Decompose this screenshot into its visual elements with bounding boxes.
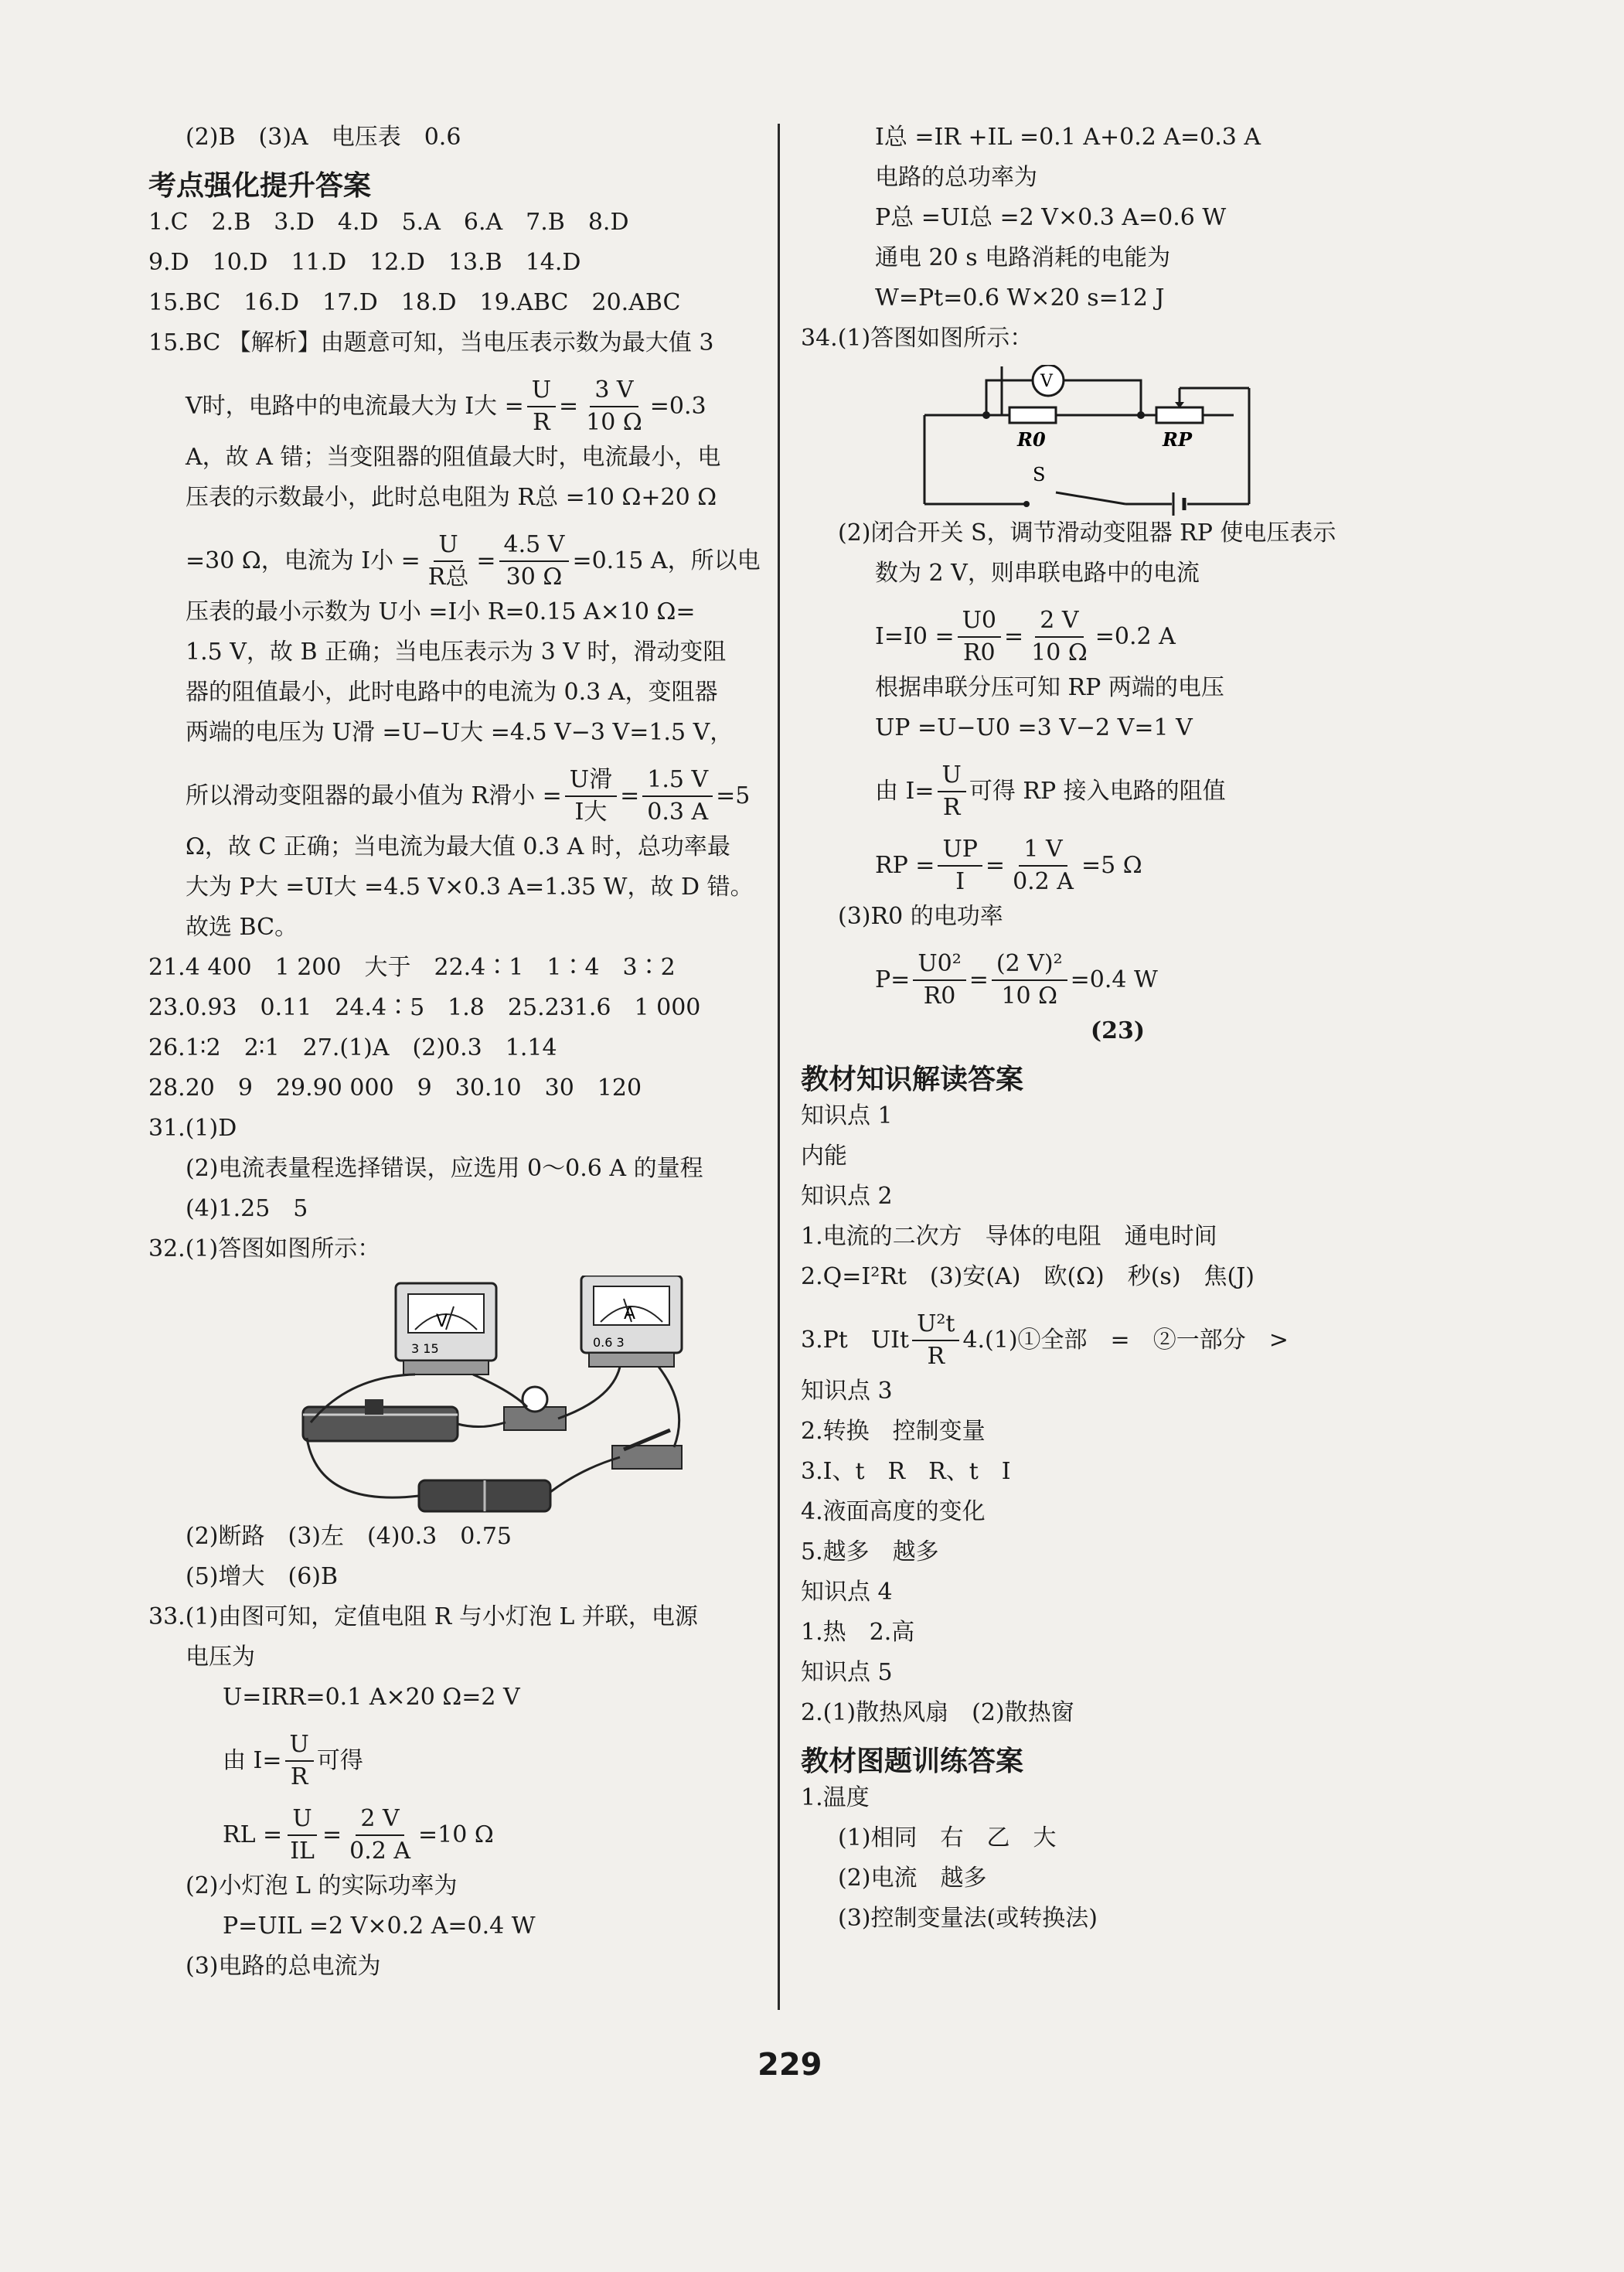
answer-line: (5)增大 (6)B xyxy=(186,1563,339,1590)
svg-text:R0: R0 xyxy=(1017,428,1046,451)
column-divider xyxy=(778,124,780,2010)
answer-line: (2)断路 (3)左 (4)0.3 0.75 xyxy=(186,1523,512,1550)
circuit-diagram xyxy=(801,365,1435,519)
answer-line: (3)电路的总电流为 xyxy=(186,1953,381,1980)
section-heading: 考点强化提升答案 xyxy=(148,170,372,202)
answer-line: 1.电流的二次方 导体的电阻 通电时间 xyxy=(801,1223,1217,1250)
answer-line: (2)电流 越多 xyxy=(838,1865,987,1892)
fraction: $\frac{U}{\text{R总}}$ xyxy=(427,531,469,591)
answer-line: 压表的最小示数为 U小 =I小 R=0.15 A×10 Ω= xyxy=(186,598,696,625)
left-column xyxy=(148,124,759,1993)
answer-line: (2)电流表量程选择错误，应选用 0～0.6 A 的量程 xyxy=(186,1155,703,1182)
knowledge-point-label: 知识点 4 xyxy=(801,1579,893,1606)
fraction: $\frac{2 V}{0.2 A}$ xyxy=(349,1805,411,1865)
battery-icon xyxy=(1173,492,1184,516)
answer-line: 3.I、t R R、t I xyxy=(801,1458,1011,1485)
formula-line: =30 Ω，电流为 I小 = $\frac{U}{\text{R总}}$ = $\frac{4.5 V}{30 \Omega}$ =0.15 A，所以电 xyxy=(148,524,759,598)
switch-icon xyxy=(1023,464,1045,507)
answer-line: 26.1∶2 2∶1 27.(1)A (2)0.3 1.14 xyxy=(148,1034,557,1061)
answer-line: 器的阻值最小，此时电路中的电流为 0.3 A，变阻器 xyxy=(186,679,718,706)
answer-line: 9.D 10.D 11.D 12.D 13.B 14.D xyxy=(148,249,581,276)
fraction: $\frac{1 V}{0.2 A}$ xyxy=(1013,836,1074,895)
answer-line: 21.4 400 1 200 大于 22.4∶1 1∶4 3∶2 xyxy=(148,954,676,981)
fraction: $\frac{4.5 V}{30 \Omega}$ xyxy=(499,530,570,593)
section-heading: 教材知识解读答案 xyxy=(801,1064,1024,1095)
resistor-r0 xyxy=(1009,407,1056,451)
fraction: $\frac{2 V}{10 \Omega}$ xyxy=(1031,607,1088,666)
formula-line: P= $\frac{\text{U0²}}{R0}$ = $\frac{\text{(2 V)²}}{10 \Omega}$ =0.4 W xyxy=(801,943,1435,1017)
answer-line: (3)R0 的电功率 xyxy=(838,903,1003,930)
answer-line: I总 =IR +IL =0.1 A+0.2 A=0.3 A xyxy=(875,124,1261,151)
answer-line: 数为 2 V，则串联电路中的电流 xyxy=(875,560,1200,587)
answer-line: P总 =UI总 =2 V×0.3 A=0.6 W xyxy=(875,204,1227,231)
answer-line: U=IRR=0.1 A×20 Ω=2 V xyxy=(223,1684,520,1711)
answer-line: (1)相同 右 乙 大 xyxy=(838,1824,1057,1851)
answer-line: (2)闭合开关 S，调节滑动变阻器 RP 使电压表示 xyxy=(838,519,1336,547)
answer-line: 故选 BC。 xyxy=(186,914,298,941)
answer-line: 大为 P大 =UI大 =4.5 V×0.3 A=1.35 W，故 D 错。 xyxy=(186,874,754,901)
answer-line: 通电 20 s 电路消耗的电能为 xyxy=(875,244,1171,271)
svg-text:V: V xyxy=(1040,372,1053,391)
fraction: $\frac{1.5 V}{0.3 A}$ xyxy=(642,765,713,828)
answer-line: W=Pt=0.6 W×20 s=12 J xyxy=(875,284,1165,312)
answer-line: (2)B (3)A 电压表 0.6 xyxy=(186,124,461,151)
answer-line: Ω，故 C 正确；当电流为最大值 0.3 A 时，总功率最 xyxy=(186,833,730,860)
answer-line: 15.BC 16.D 17.D 18.D 19.ABC 20.ABC xyxy=(148,289,681,316)
answer-line: 1.温度 xyxy=(801,1784,870,1811)
lamp-icon xyxy=(504,1387,566,1430)
fraction: $\frac{\text{U0²}}{R0}$ xyxy=(913,949,965,1012)
voltmeter-icon xyxy=(396,1283,496,1374)
answer-line: (3)控制变量法(或转换法) xyxy=(838,1905,1098,1932)
answer-line: 电路的总功率为 xyxy=(875,164,1037,191)
answer-line: 23.0.93 0.11 24.4∶5 1.8 25.231.6 1 000 xyxy=(148,994,701,1021)
answer-line: (2)小灯泡 L 的实际功率为 xyxy=(186,1872,458,1899)
answer-line: 1.C 2.B 3.D 4.D 5.A 6.A 7.B 8.D xyxy=(148,209,629,236)
knowledge-point-label: 知识点 2 xyxy=(801,1183,893,1210)
fraction: $\frac{U}{R}$ xyxy=(527,375,556,438)
answer-line: 31.(1)D xyxy=(148,1115,237,1142)
fraction: $\frac{\text{(2 V)²}}{10 \Omega}$ xyxy=(992,949,1067,1012)
circuit-wires xyxy=(924,380,1249,504)
fraction: $\frac{3 V}{10 \Omega}$ xyxy=(586,376,642,436)
answer-line: 电压为 xyxy=(186,1644,255,1671)
voltmeter-icon xyxy=(1033,365,1064,396)
answer-line: 15.BC 【解析】由题意可知，当电压表示数为最大值 3 xyxy=(148,329,714,356)
svg-text:S: S xyxy=(1033,464,1046,485)
formula-line: 由 I= $\frac{U}{R}$ 可得 RP 接入电路的阻值 xyxy=(801,754,1435,829)
section-number: (23) xyxy=(1090,1017,1146,1044)
svg-text:V: V xyxy=(436,1312,448,1331)
answer-line: 4.液面高度的变化 xyxy=(801,1498,986,1525)
formula-line: RL = $\frac{U}{IL}$ = $\frac{2 V}{0.2 A}$ =10 Ω xyxy=(148,1798,759,1872)
formula-line: I=I0 = $\frac{U0}{R0}$ = $\frac{2 V}{10 \Omega}$ =0.2 A xyxy=(801,600,1435,674)
page-number: 229 xyxy=(758,2047,822,2083)
knowledge-point-label: 知识点 1 xyxy=(801,1102,893,1129)
fraction: $\frac{U}{R}$ xyxy=(938,760,966,823)
svg-text:3 15: 3 15 xyxy=(411,1341,439,1356)
svg-text:0.6 3: 0.6 3 xyxy=(593,1335,625,1350)
fraction: $\frac{U0}{R0}$ xyxy=(958,605,1001,669)
answer-line: 两端的电压为 U滑 =U−U大 =4.5 V−3 V=1.5 V， xyxy=(186,719,734,746)
formula-line: RP = $\frac{UP}{I}$ = $\frac{1 V}{0.2 A}$ =5 Ω xyxy=(801,829,1435,903)
svg-text:A: A xyxy=(624,1304,636,1323)
fraction: $\frac{UP}{I}$ xyxy=(938,834,982,898)
answer-line: 2.转换 控制变量 xyxy=(801,1418,986,1445)
answer-line: 压表的示数最小，此时总电阻为 R总 =10 Ω+20 Ω xyxy=(186,484,717,511)
answer-line: 内能 xyxy=(801,1143,847,1170)
answer-line: 34.(1)答图如图所示： xyxy=(801,325,1033,352)
formula-line: V时，电路中的电流最大为 I大 = $\frac{U}{R}$ = $\frac{3 V}{10 \Omega}$ =0.3 xyxy=(148,370,759,444)
switch-icon xyxy=(612,1430,682,1469)
answer-line: 28.20 9 29.90 000 9 30.10 30 120 xyxy=(148,1075,642,1102)
ammeter-icon xyxy=(581,1276,682,1367)
fraction: $\frac{U}{R}$ xyxy=(285,1729,314,1793)
answer-line: A，故 A 错；当变阻器的阻值最大时，电流最小，电 xyxy=(186,444,721,471)
formula-line: 所以滑动变阻器的最小值为 R滑小 = $\frac{\text{U滑}}{\text{I大}}$ = $\frac{1.5 V}{0.3 A}$ =5 xyxy=(148,759,759,833)
answer-line: 根据串联分压可知 RP 两端的电压 xyxy=(875,674,1224,701)
answer-line: 5.越多 越多 xyxy=(801,1538,939,1565)
answer-line: 33.(1)由图可知，定值电阻 R 与小灯泡 L 并联，电源 xyxy=(148,1603,698,1630)
formula-line: 3.Pt UIt $\frac{\text{U²t}}{R}$ 4.(1)①全部 = ②一部分 > xyxy=(801,1303,1435,1378)
answer-line: P=UIL =2 V×0.2 A=0.4 W xyxy=(223,1913,536,1940)
section-heading: 教材图题训练答案 xyxy=(801,1746,1024,1777)
fraction: $\frac{U}{IL}$ xyxy=(285,1804,319,1867)
answer-line: 2.(1)散热风扇 (2)散热窗 xyxy=(801,1699,1074,1726)
answer-line: UP =U−U0 =3 V−2 V=1 V xyxy=(875,714,1193,741)
svg-text:RP: RP xyxy=(1163,428,1192,451)
answer-line: 2.Q=I²Rt (3)安(A) 欧(Ω) 秒(s) 焦(J) xyxy=(801,1263,1255,1290)
knowledge-point-label: 知识点 5 xyxy=(801,1659,893,1686)
formula-line: 由 I= $\frac{U}{R}$ 可得 xyxy=(148,1724,759,1798)
right-column xyxy=(801,124,1435,1945)
answer-line: 1.热 2.高 xyxy=(801,1619,915,1646)
knowledge-point-label: 知识点 3 xyxy=(801,1378,893,1405)
fraction: $\frac{\text{U²t}}{R}$ xyxy=(912,1309,959,1372)
answer-line: (4)1.25 5 xyxy=(186,1195,308,1222)
answer-line: 32.(1)答图如图所示： xyxy=(148,1235,381,1262)
answer-line: 1.5 V，故 B 正确；当电压表示为 3 V 时，滑动变阻 xyxy=(186,639,727,666)
circuit-photo-figure xyxy=(148,1276,759,1523)
fraction: $\frac{\text{U滑}}{\text{I大}}$ xyxy=(565,765,617,828)
rheostat-rp xyxy=(1156,402,1203,451)
battery-icon xyxy=(419,1480,550,1511)
